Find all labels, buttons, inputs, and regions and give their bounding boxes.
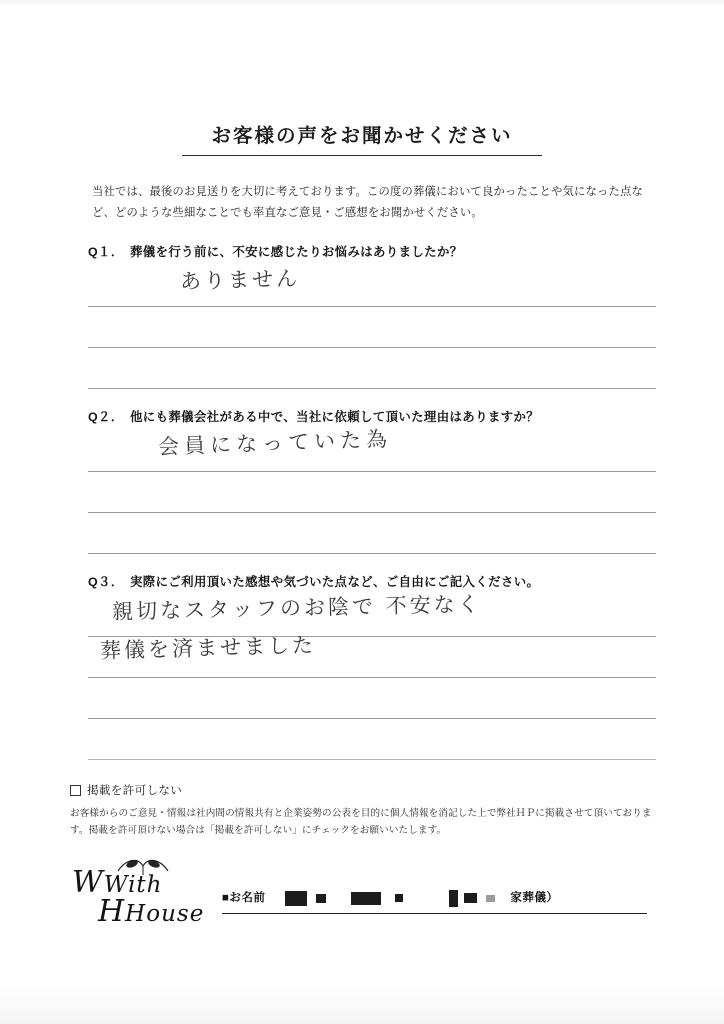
rule-line: [88, 513, 656, 554]
question-1-text: 葬儀を行う前に、不安に感じたりお悩みはありましたか？: [130, 244, 463, 259]
fineprint-text: お客様からのご意見・情報は社内間の情報共有と企業姿勢の公表を目的に個人情報を消記した上で弊社ＨＰに掲載させて頂いております。掲載を許可頂けない場合は「掲載を許可しない」にチェックをお願いいたします。: [70, 807, 652, 836]
name-suffix: 家葬儀）: [510, 891, 559, 905]
leaf-ornament-icon: [116, 855, 172, 877]
intro-paragraph: 当社では、最後のお見送りを大切に考えております。この度の葬儀において良かったことや気になった点など、どのような些細なことでも率直なご意見・ご感想をお聞かせください。: [92, 186, 643, 219]
footer: [62, 865, 662, 939]
page-title: お客様の声をお聞かせください: [182, 120, 542, 156]
handwritten-answer-1-line-1: ありません: [179, 266, 301, 294]
rule-line: [88, 678, 656, 719]
rule-line: [88, 348, 656, 389]
name-underline: [222, 913, 647, 914]
logo-line-1: WWith: [72, 865, 163, 901]
question-3-number: Q３．: [88, 574, 124, 589]
question-3: [62, 572, 662, 590]
question-3-text: 実際にご利用頂いた感想や気づいた点など、ご自由にご記入ください。: [130, 574, 540, 589]
questionnaire-sheet: [62, 120, 662, 939]
logo-text-house: House: [125, 901, 205, 928]
consent-checkbox-row[interactable]: [62, 782, 662, 798]
logo-text-with: With: [103, 872, 163, 899]
answer-area-3[interactable]: [62, 591, 662, 760]
customer-name-row: [222, 889, 652, 906]
question-2: [62, 407, 662, 425]
redaction-block: [464, 893, 477, 903]
redaction-block: [486, 895, 495, 902]
rule-line: [88, 472, 656, 513]
handwritten-answer-3-line-1: 親切なスタッフのお陰で 不安なく: [111, 591, 482, 624]
redaction-block: [395, 894, 403, 902]
checkbox-icon[interactable]: [70, 785, 81, 796]
company-logo: [72, 865, 212, 930]
redaction-block: [316, 894, 326, 903]
question-2-text: 他にも葬儀会社がある中で、当社に依頼して頂いた理由はありますか？: [130, 409, 540, 424]
answer-area-2[interactable]: [62, 426, 662, 554]
question-1-number: Q１．: [88, 244, 124, 259]
redaction-block: [449, 890, 458, 907]
question-1: [62, 242, 662, 260]
question-2-number: Q２．: [88, 409, 124, 424]
handwritten-answer-2-line-1: 会員になっていた為: [157, 426, 393, 459]
name-label: ■お名前: [222, 891, 266, 905]
scan-edge-top: [0, 0, 724, 6]
logo-line-2: HHouse: [98, 894, 205, 930]
redaction-block: [285, 891, 307, 906]
scan-edge-bottom: [0, 984, 724, 1024]
rule-line: [88, 266, 656, 307]
rule-line: [88, 719, 656, 760]
handwritten-answer-3-line-2: 葬儀を済ませました: [99, 632, 317, 663]
rule-line: [88, 307, 656, 348]
redaction-block: [351, 892, 381, 905]
answer-area-1[interactable]: [62, 266, 662, 389]
consent-label: 掲載を許可しない: [87, 783, 183, 797]
